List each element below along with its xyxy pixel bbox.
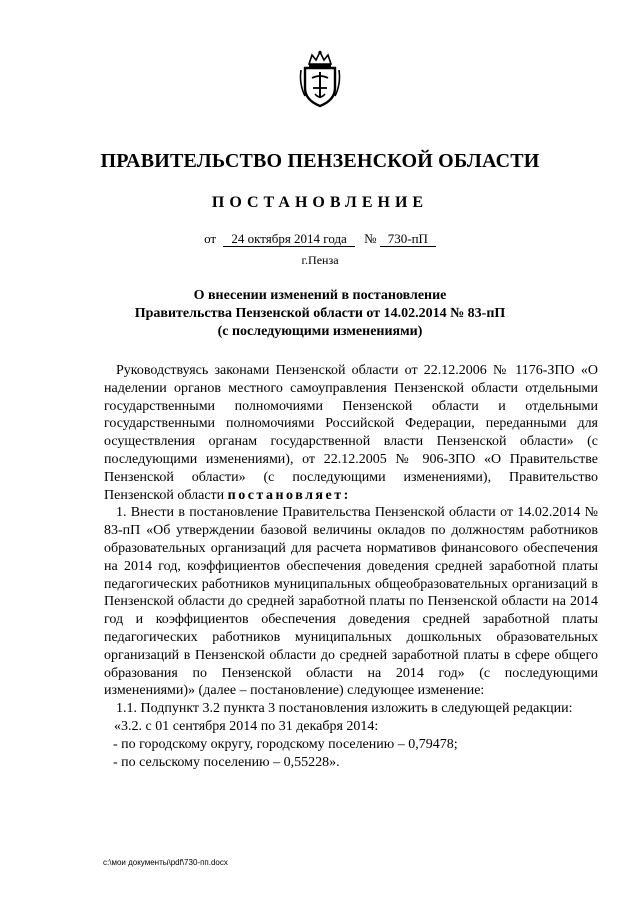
quote-line: - по городскому округу, городскому поселению – 0,79478; bbox=[113, 736, 458, 752]
document-number: 730-пП bbox=[380, 232, 436, 247]
decree-word: постановляет: bbox=[227, 487, 351, 503]
document-type: ПОСТАНОВЛЕНИЕ bbox=[211, 194, 429, 211]
subject-line: О внесении изменений в постановление bbox=[193, 288, 447, 303]
subject-line: (с последующими изменениями) bbox=[217, 324, 423, 339]
document-date: 24 октября 2014 года bbox=[223, 232, 355, 247]
item-1-1-paragraph: 1.1. Подпункт 3.2 пункта 3 постановления изложить в следующей редакции: bbox=[116, 701, 573, 717]
item-1-paragraph: 1. Внести в постановление Правительства Пензенской области от 14.02.2014 № 83-пП «Об утверждении базовой величины окладов по должностям работников образовательных организаций для расчета нормативов финансового обеспечения на 2014 год, коэффициентов обеспечения доведения средней заработной платы педагогических работников муниципальных общеобразовательных организаций в Пензенской области до средней заработной платы по Пензенской области на 2014 год и коэффициентов обеспечения доведения средней заработной платы педагогических работников муниципальных дошкольных образовательных организаций в Пензенской области до средней заработной платы в сфере общего образования по Пензенской области на 2014 год» (с последующими изменениями)» (далее – постановление) следующее изменение: bbox=[104, 505, 598, 699]
number-sign: № bbox=[364, 231, 377, 246]
coat-of-arms-icon bbox=[297, 50, 343, 108]
document-body bbox=[104, 362, 598, 771]
document-subject bbox=[0, 287, 640, 341]
organization-name: ПРАВИТЕЛЬСТВО ПЕНЗЕНСКОЙ ОБЛАСТИ bbox=[100, 150, 540, 172]
city: г.Пенза bbox=[301, 253, 339, 267]
subject-line: Правительства Пензенской области от 14.02.2014 № 83-пП bbox=[134, 306, 506, 321]
date-number-line bbox=[0, 231, 640, 247]
quote-line: «3.2. с 01 сентября 2014 по 31 декабря 2014: bbox=[114, 718, 379, 734]
intro-paragraph bbox=[104, 362, 598, 504]
file-path-footer: c:\мои документы\pdf\730-пп.docx bbox=[103, 858, 228, 867]
quote-line: - по сельскому поселению – 0,55228». bbox=[113, 754, 340, 770]
intro-text: Руководствуясь законами Пензенской области от 22.12.2006 № 1176-ЗПО «О наделении органов местного самоуправления Пензенской области отдельными государственными полномочиями Пензенской области и отдельными государственными полномочиями Российской Федерации, переданными для осуществления органам государственной власти Пензенской области» (с последующими изменениями), от 22.12.2005 № 906-ЗПО «О Правительстве Пензенской области» (с последующими изменениями), Правительство Пензенской области bbox=[104, 363, 598, 503]
date-prefix: от bbox=[204, 231, 217, 246]
